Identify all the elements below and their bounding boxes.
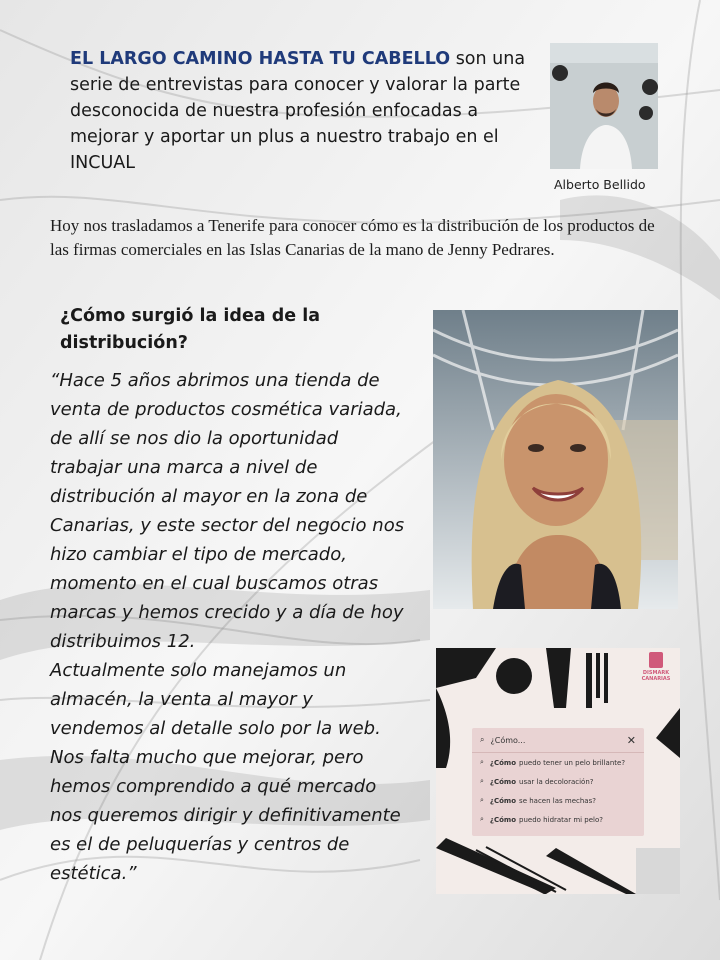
promo-suggestion-text: puedo hidratar mi pelo? [519, 815, 603, 824]
promo-suggestion-bold: ¿Cómo [489, 796, 517, 805]
promo-suggestion-bold: ¿Cómo [489, 777, 517, 786]
series-title: EL LARGO CAMINO HASTA TU CABELLO [70, 49, 451, 69]
promo-suggestion-bold: ¿Cómo [489, 815, 517, 824]
brand-logo-mark [649, 652, 663, 668]
promo-search-bar [472, 728, 644, 753]
author-caption: Alberto Bellido [554, 177, 646, 192]
promo-suggestion [472, 791, 644, 810]
promo-suggestion [472, 810, 644, 829]
promo-search-box [472, 728, 644, 836]
intro-paragraph [70, 46, 540, 176]
promo-suggestion-text: se hacen las mechas? [519, 796, 596, 805]
brand-logo [636, 652, 676, 682]
search-icon: ⌕ [480, 796, 484, 804]
interview-answer: “Hace 5 años abrimos una tienda de venta de productos cosmética variada, de allí se nos dio la oportunidad trabajar una marca a nivel de distribución al mayor en la zona de Canarias, y este sector del negocio nos hizo cambiar el tipo de mercado, momento en el cual buscamos otras marcas y hemos crecido y a día de hoy distribuimos 12. Actualmente solo manejamos un almacén, la venta al mayor y vendemos al detalle solo por la web. Nos falta mucho que mejorar, pero hemos comprendido a qué mercado nos queremos dirigir y definitivamente es el de peluquerías y centros de estética.” [50, 370, 405, 884]
search-icon: ⌕ [480, 777, 484, 785]
close-icon: ✕ [626, 733, 636, 747]
search-icon: ⌕ [480, 815, 484, 823]
search-icon: ⌕ [480, 735, 485, 744]
brand-name: DISMARK CANARIAS [641, 670, 671, 682]
interviewee-portrait [433, 310, 678, 609]
intro-text: son una serie de entrevistas para conocer y valorar la parte desconocida de nuestra profesión enfocadas a mejorar y aportar un plus a nuestro trabajo en el INCUAL [70, 49, 526, 173]
lead-paragraph: Hoy nos trasladamos a Tenerife para conocer cómo es la distribución de los productos de las firmas comerciales en las Islas Canarias de la mano de Jenny Pedrares. [50, 216, 655, 259]
promo-image [436, 648, 680, 894]
promo-suggestion-text: usar la decoloración? [519, 777, 594, 786]
interview-question: ¿Cómo surgió la idea de la distribución? [60, 306, 321, 353]
promo-suggestion-bold: ¿Cómo [489, 758, 517, 767]
search-icon: ⌕ [480, 758, 484, 766]
promo-suggestion-text: puedo tener un pelo brillante? [519, 758, 626, 767]
author-photo [550, 43, 658, 169]
promo-suggestion [472, 753, 644, 772]
promo-search-query: ¿Cómo... [490, 735, 526, 745]
promo-suggestion [472, 772, 644, 791]
